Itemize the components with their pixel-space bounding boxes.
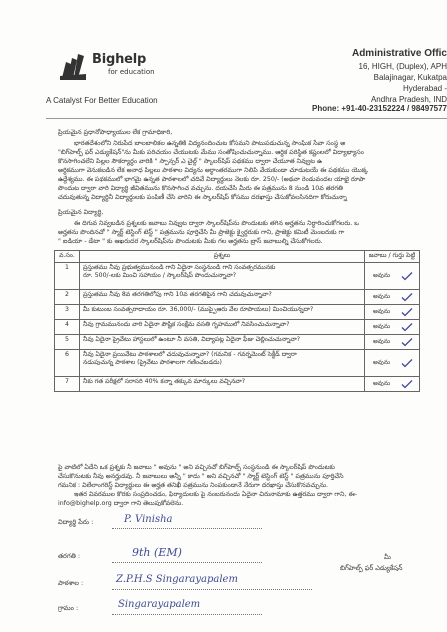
para1-line: "బిగ్‌హెల్ప్ ఫర్ ఎడ్యుకేషన్"ను మీకు పరిచయం చేయుటకు మేము సంతోషించుచున్నాము. ఆర్థిక పరిస్థిత కష్టంలలో విద్యాభ్యాసం	[58, 149, 364, 156]
row-number: 2	[55, 290, 80, 305]
village-label: గ్రామం :	[58, 604, 79, 612]
school-line	[112, 589, 312, 590]
tick-mark-icon	[401, 323, 413, 332]
table-row	[55, 377, 420, 392]
answer-cell[interactable]	[365, 335, 420, 350]
question-text: నీవు ఏదైనా ప్రయివేటు పాఠశాలలో చదువుచున్నావా? (గమనిక - గవర్నమెంట్ సెక్టీడ్ ద్వారా	[83, 351, 297, 358]
para1-line: ఉద్దేశ్యము. ఈ పథకములో భాగమై ఉన్నత పాఠశాలలో చదివే విద్యార్థులు నెలకు రూ. 250/- (అథవా రెండువందల యాభై రూపా	[58, 176, 366, 183]
question-cell	[80, 377, 365, 392]
question-cell	[80, 305, 365, 320]
office-title: Administrative Offic	[351, 48, 447, 59]
row-number: 7	[55, 377, 80, 392]
student-name-line	[112, 528, 262, 529]
class-value[interactable]: 9th (EM)	[132, 546, 182, 559]
para1-line: చదువుతున్న విద్యార్థినీ విద్యార్థులకు పంపిణీ చేసి వారిని ఈ స్కాలర్‌షిప్ కోసము దరఖాస్తు చేసుకోవలసినదిగా కోరుచున్నా	[58, 194, 347, 201]
tick-mark-icon	[401, 380, 413, 389]
brand-name: Bighelp	[92, 52, 147, 67]
school-value[interactable]: Z.P.H.S Singarayapalem	[116, 574, 238, 585]
answer-cell[interactable]	[365, 305, 420, 320]
question-cell	[80, 290, 365, 305]
para1-line: కొనసాగించలేని పిల్లల సౌకర్యార్థం వారికి " స్పాన్సర్ ఎ చైల్డ్ " స్కాలర్‌షిప్ పథకము ద్వారా చేయూత నివ్వుట ఉ	[58, 158, 322, 165]
village-line	[112, 614, 262, 615]
signature-org: బిగ్‌హెల్ప్ ఫర్ ఎడ్యుకేషన్	[340, 564, 403, 572]
office-address-block	[277, 48, 447, 105]
signature-prefix: మీ	[384, 553, 391, 561]
address-line: Balajinagar, Kukatpa	[373, 73, 447, 82]
header-answer: జవాబు / గుర్తు పెట్టి	[365, 251, 420, 263]
question-cell	[80, 335, 365, 350]
answer-cell[interactable]	[365, 290, 420, 305]
table-row	[55, 350, 420, 377]
table-header-row	[55, 251, 420, 263]
row-number: 1	[55, 263, 80, 290]
para1-line: పొందుట ద్వారా వారి విద్యార్థి జీవితమును కొనసాగించ వచ్చును. దయచేసి మీరు ఈ పత్రమును 8 నుండి 10వ తరగతి	[58, 185, 343, 192]
class-label: తరగతి :	[58, 552, 81, 560]
question-text: మీ కుటుంబ సంవత్సరాదాయం రూ. 36,000/- (ముప్పైఆరు వేల రూపాయలు) మించియున్నదా?	[83, 306, 314, 313]
answer-cell[interactable]	[365, 377, 420, 392]
question-text: నడుపుచున్న పాఠశాల (ప్రైవేటు పాఠశాలగా గణించబడదు)	[83, 359, 222, 366]
row-number: 6	[55, 350, 80, 377]
answer-cell[interactable]	[365, 263, 420, 290]
answer-cell[interactable]	[365, 350, 420, 377]
class-line	[112, 562, 262, 563]
header-serial: వ.సం.	[55, 251, 80, 263]
address-line: Hyderabad -	[402, 84, 447, 93]
question-text: నీకు గత పరీక్షలో సరాసరి 40% కన్నా తక్కువ మార్కులు వచ్చినవా?	[83, 378, 246, 385]
student-salutation: ప్రియమైన విద్యార్థి,	[58, 209, 104, 216]
answer-option: అవును	[373, 308, 391, 315]
para3-line: ఇతర వివరముల కొరకు సంప్రదించడం, ఫిర్యాదులకు పై నంబరునందు ఏదైనా చిరునామాకు ఉత్తరము ద్వారా గాని, ఈ-	[74, 491, 357, 498]
village-value[interactable]: Singarayapalem	[118, 599, 201, 610]
para2-line: " ఐడియా - డేటా " కు ఆఖరుదర స్కాలర్‌షిప్‌ను పొందుటకు మీకు గల అర్హతను బ్రాస్ జవాబుల్ని చేసుకోగలరు.	[58, 238, 323, 245]
salutation: ప్రియమైన ప్రధానోపాధ్యాయుల లేక గ్రామాధికారి,	[58, 129, 173, 136]
address-line: 16, HIGH, (Duplex), APH	[358, 62, 447, 71]
address-line: Andhra Pradesh, IND	[370, 95, 447, 104]
row-number: 4	[55, 320, 80, 335]
bighelp-logo	[60, 50, 190, 86]
question-text: ప్రస్తుతము నీవు ప్రభుత్వమునుండి గాని ఏదైనా సంస్థనుండి గాని సంవత్సరమునకు	[83, 264, 276, 271]
table-row	[55, 290, 420, 305]
para1-line: భారతదేశంలోని నిరుపేద బాలబాలికల ఉన్నతికి విద్యనందించుట కోసమని పాటుపడుచున్న సాంఘిక సేవా సంస్థ అ	[74, 140, 346, 147]
para2-line: అర్హతను పొందినచో " స్మార్ట్ టెస్టింగ్ టెస్ట్ " పత్రమును పూర్తిచేసి మీ ప్రాజెక్టు క్వైర్డరుకు గాని, ప్రాజెక్టు కమిటీ మెంబరుకు గా	[58, 229, 345, 236]
para3-line: పై వాటిలో ఏదేని ఒక ప్రశ్నకు నీ జవాబు " అవును " అని వచ్చినచో బిగ్‌హెల్ప్ సంస్థనుండి ఈ స్కాలర్‌షిప్ పొందుటకు	[58, 464, 335, 471]
student-name-value[interactable]: P. Vinisha	[124, 514, 173, 525]
table-row	[55, 305, 420, 320]
eligibility-table	[54, 250, 420, 392]
para3-line: చేసుకొనుటకు నీవు అనర్హుడవు. నీ జవాబులు అన్నీ " కాదు " అని వచ్చినచో " స్మార్ట్ టెస్టింగ్ టెస్ట్ " పత్రమును పూర్తిచేసి	[58, 473, 344, 480]
answer-option: అవును	[373, 380, 391, 387]
answer-option: అవును	[373, 359, 391, 366]
question-text: రూ. 500/-లకు మించి సహాయం / స్కాలర్‌షిప్ పొందుచున్నావా?	[83, 272, 237, 279]
tick-mark-icon	[401, 308, 413, 317]
question-text: నీవు గ్రామమునందు వారి ఏదైనా పౌష్టిక సంక్షేమ వసతి గృహములో నివసించుచున్నావా?	[83, 321, 290, 328]
answer-cell[interactable]	[365, 320, 420, 335]
answer-option: అవును	[373, 272, 391, 279]
row-number: 5	[55, 335, 80, 350]
question-cell	[80, 350, 365, 377]
question-text: నీవు ఏదైనా ప్రైవేటు హాస్టలులో ఉంటూ నీ వసతి, విద్యాపట్ల ఏదైనా ఫీజు చెల్లించుచున్నావా?	[83, 336, 301, 343]
answer-option: అవును	[373, 338, 391, 345]
question-cell	[80, 320, 365, 335]
hand-logo-icon	[60, 52, 86, 80]
phone-number: Phone: +91-40-23152224 / 98497577	[312, 104, 447, 113]
para1-line: అర్థికముగా వెనుకబడిన లేక అనాధ పిల్లలు పాఠశాల విద్యను అర్థాంతరముగా నిలిపి వేయకుండా చూడుటయే ఈ పథకము యొక్క	[58, 167, 369, 174]
header-divider	[46, 118, 447, 119]
tick-mark-icon	[401, 359, 413, 368]
question-text: ప్రస్తుతము నీవు 8వ తరగతిలోపు గాని 10వ తరగతిపైన గాని చదువుచున్నావా?	[83, 291, 272, 298]
table-row	[55, 320, 420, 335]
brand-subtitle: for education	[108, 68, 155, 76]
header-questions: ప్రశ్నలు	[80, 251, 365, 263]
tick-mark-icon	[401, 293, 413, 302]
table-row	[55, 335, 420, 350]
tick-mark-icon	[401, 272, 413, 281]
row-number: 3	[55, 305, 80, 320]
student-name-label: విద్యార్థి పేరు :	[58, 518, 94, 526]
para3-line: గమనిక : విలేలాంగరిస్ట్ విద్యార్థులు ఈ అర్హత తనిఖీ పత్రమును నింపకుండానే నేరుగా దరఖాస్తు చేసుకొనవచ్చును.	[58, 482, 329, 489]
answer-option: అవును	[373, 293, 391, 300]
question-cell	[80, 263, 365, 290]
para2-line: ఈ దిగువ నివ్వబడిన ప్రశ్నలకు జవాబు నివ్వుట ద్వారా స్కాలర్‌షిప్‌ను పొందుటకు తగిన అర్హతను నిర్ధారించుకోగలరు. ఒ	[74, 220, 359, 227]
tick-mark-icon	[401, 338, 413, 347]
school-label: పాఠశాల :	[58, 579, 84, 587]
answer-option: అవును	[373, 323, 391, 330]
tagline: A Catalyst For Better Education	[46, 96, 158, 105]
contact-email-line: info@bighelp.org ద్వారా గాని తెలుపుకోవలెను.	[58, 500, 184, 507]
table-row	[55, 263, 420, 290]
